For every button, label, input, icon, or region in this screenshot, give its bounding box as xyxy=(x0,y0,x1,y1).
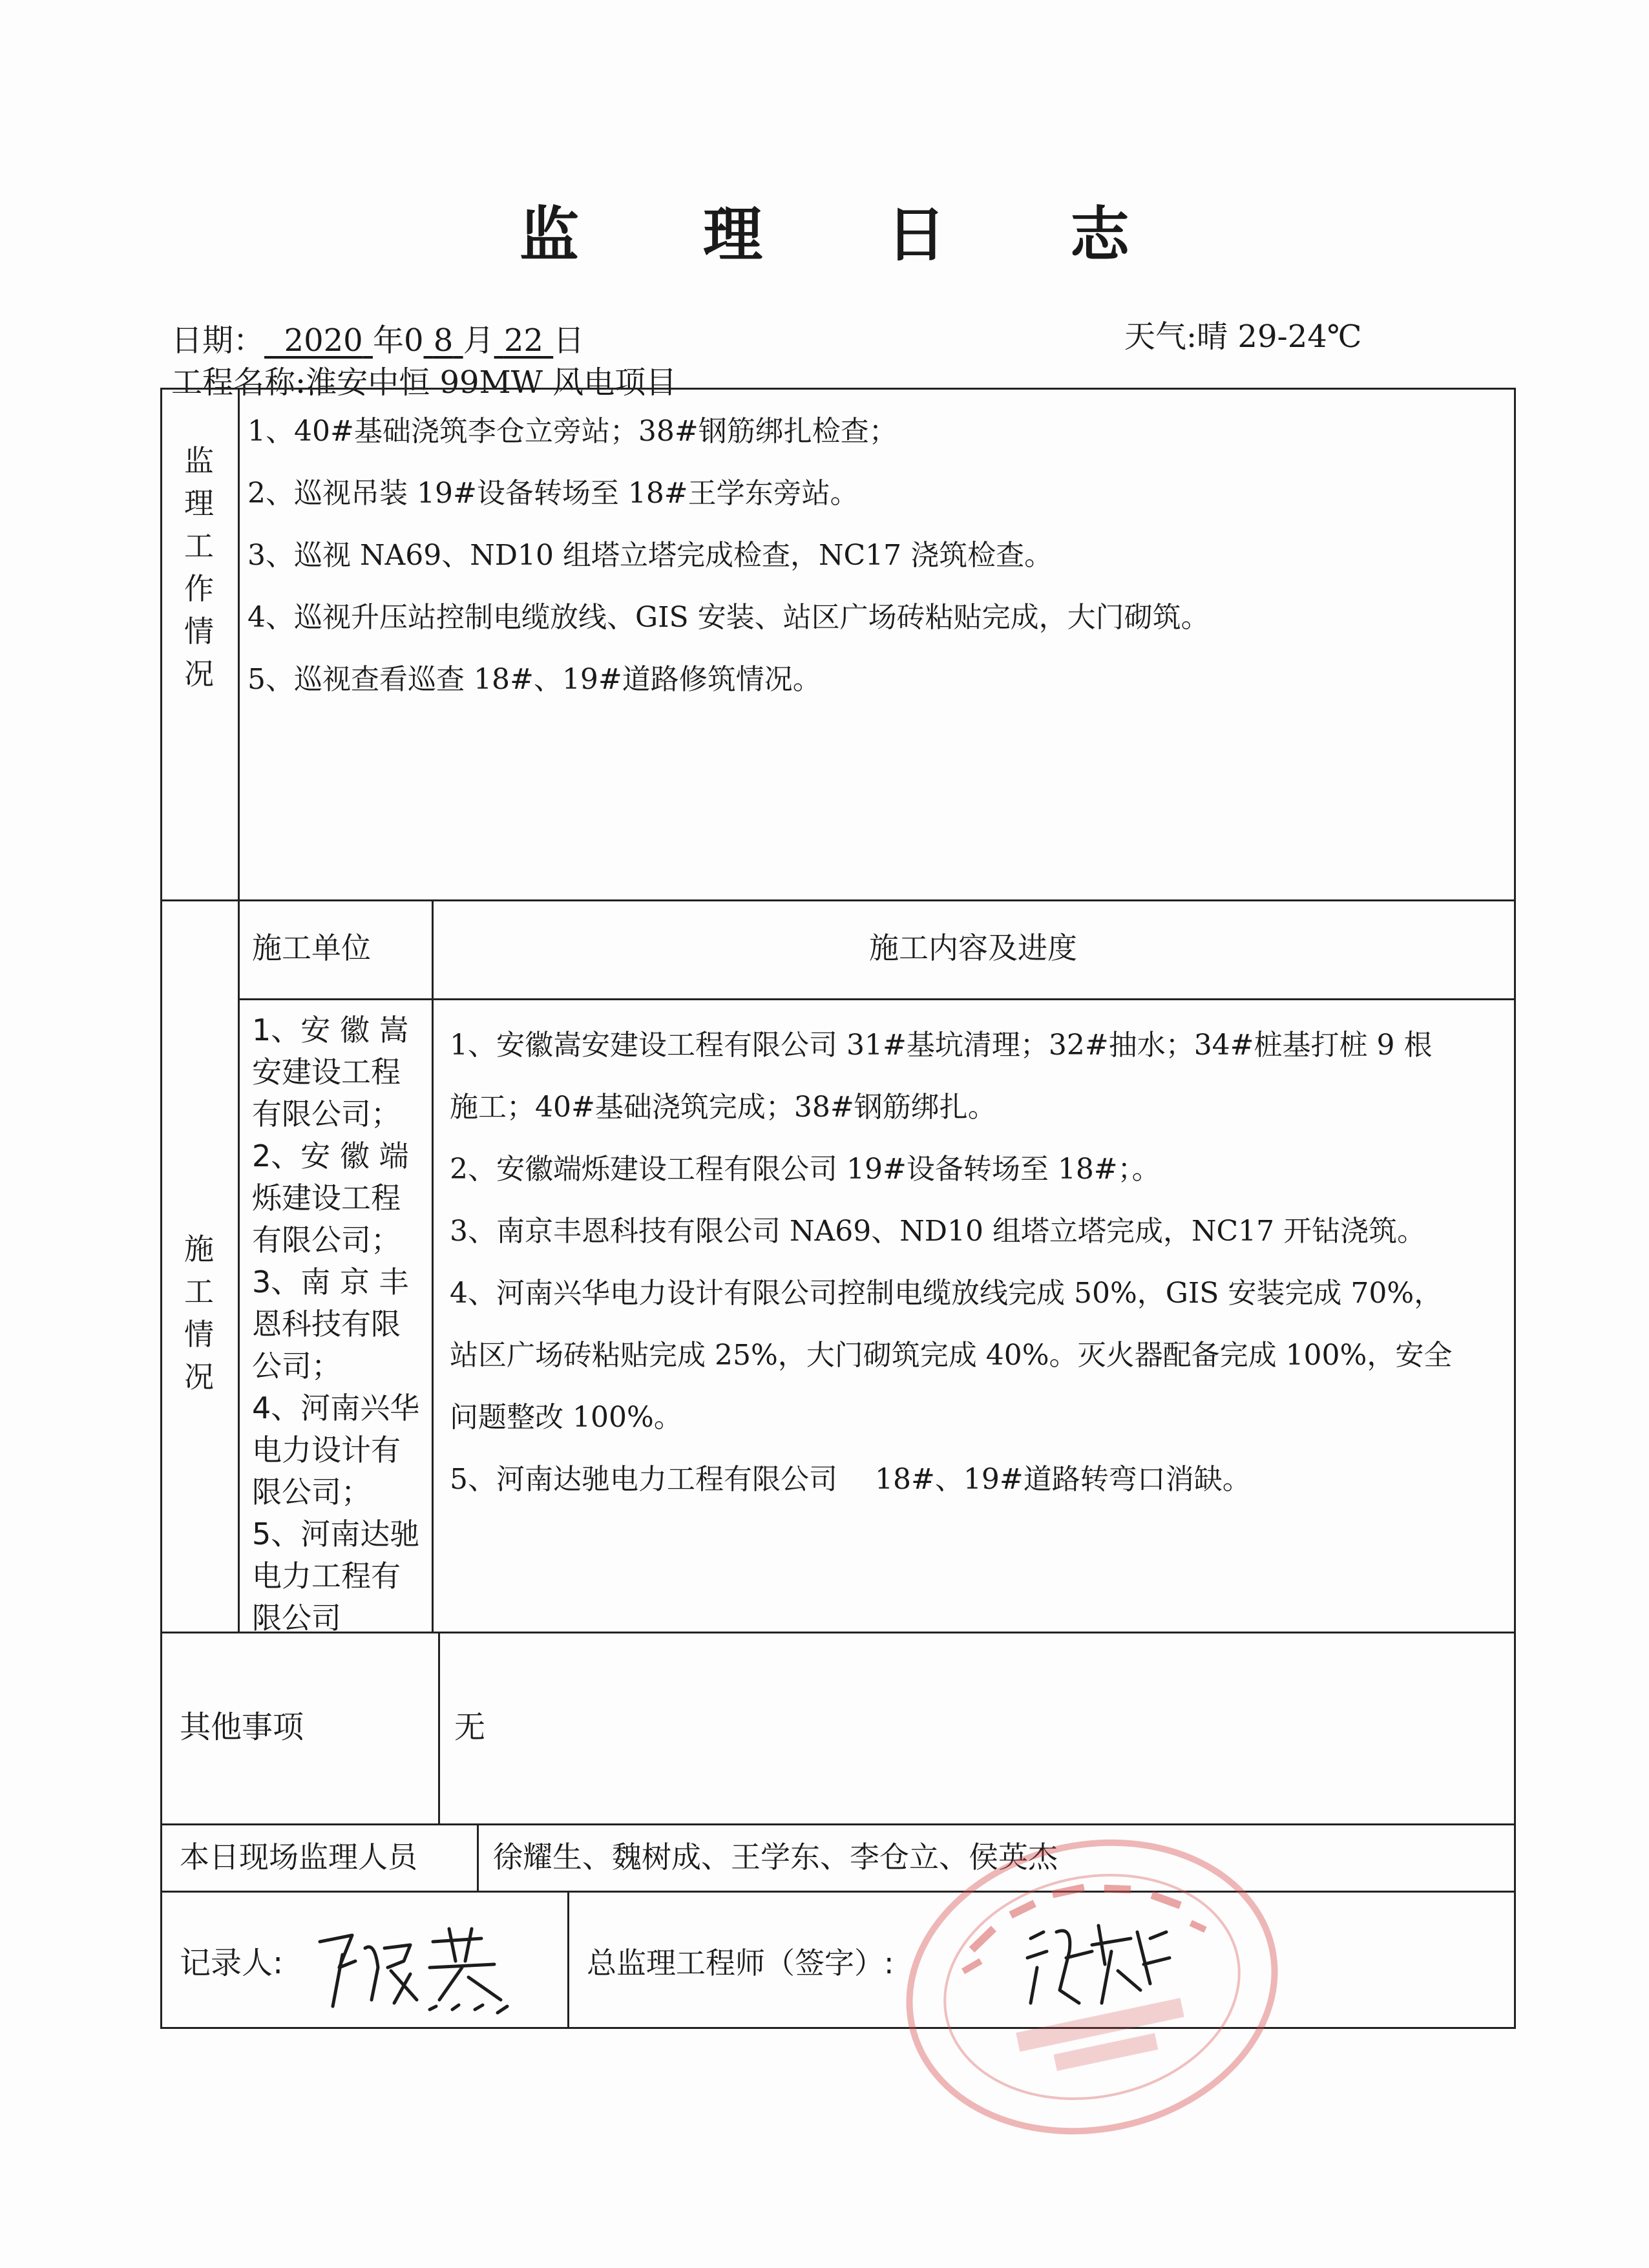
log-table xyxy=(160,388,1516,2029)
divider-construction-header xyxy=(238,998,1516,1000)
table-border-top xyxy=(160,388,1516,390)
divider-staff xyxy=(160,1891,1516,1893)
list-item: 限公司 xyxy=(252,1601,341,1635)
list-item: 2、安徽端烁建设工程有限公司 19#设备转场至 18#；。 xyxy=(450,1153,1161,1186)
unit-column-header: 施工单位 xyxy=(252,930,371,965)
day-unit: 日 xyxy=(553,322,585,359)
recorder-signature xyxy=(313,1922,527,2019)
list-item: 问题整改 100%。 xyxy=(450,1401,682,1434)
list-item: 烁建设工程 xyxy=(252,1181,401,1215)
list-item: 站区广场砖粘贴完成 25%，大门砌筑完成 40%。灭火器配备完成 100%，安全 xyxy=(450,1339,1453,1372)
unit-list xyxy=(252,1009,426,1639)
project-label: 工程名称: xyxy=(171,364,306,401)
list-item: 电力工程有 xyxy=(252,1559,401,1593)
month-prefix: 0 xyxy=(403,322,424,359)
list-item: 安建设工程 xyxy=(252,1055,401,1089)
list-item: 公司； xyxy=(252,1349,341,1383)
divider-supervision xyxy=(160,899,1516,901)
list-item: 1、安 徽 嵩 xyxy=(252,1013,409,1047)
list-item: 4、巡视升压站控制电缆放线、GIS 安装、站区广场砖粘贴完成，大门砌筑。 xyxy=(247,601,1210,634)
list-item: 4、河南兴华 xyxy=(252,1391,420,1425)
table-border-left xyxy=(160,388,162,2029)
divider-other xyxy=(160,1823,1516,1825)
list-item: 4、河南兴华电力设计有限公司控制电缆放线完成 50%，GIS 安装完成 70%， xyxy=(450,1277,1443,1310)
table-border-bottom xyxy=(160,2027,1516,2029)
signoff-col xyxy=(567,1891,569,2029)
staff-value: 徐耀生、魏树成、王学东、李仓立、侯英杰 xyxy=(493,1840,1058,1874)
project-name: 淮安中恒 99MW 风电项目 xyxy=(306,364,677,401)
list-item: 5、河南达驰 xyxy=(252,1517,420,1551)
staff-label: 本日现场监理人员 xyxy=(180,1840,417,1874)
page-title: 监 理 日 志 xyxy=(519,200,1182,269)
list-item: 2、安 徽 端 xyxy=(252,1139,409,1173)
list-item: 施工；40#基础浇筑完成；38#钢筋绑扎。 xyxy=(450,1091,996,1124)
other-label: 其他事项 xyxy=(180,1709,304,1745)
other-col xyxy=(438,1632,440,1823)
date-year: 2020 xyxy=(284,322,363,359)
list-item: 1、40#基础浇筑李仓立旁站；38#钢筋绑扎检查； xyxy=(247,415,898,448)
supervision-items xyxy=(247,401,1501,711)
list-item: 恩科技有限 xyxy=(252,1307,401,1341)
progress-list xyxy=(450,1014,1503,1511)
chief-signature xyxy=(1021,1913,1176,2016)
date-line xyxy=(171,315,584,360)
chief-label: 总监理工程师（签字）: xyxy=(587,1946,894,1980)
year-unit: 年 xyxy=(372,322,404,359)
construction-unit-col xyxy=(432,899,434,1632)
list-item: 限公司； xyxy=(252,1475,371,1509)
supervision-label-col xyxy=(238,388,240,899)
list-item: 2、巡视吊装 19#设备转场至 18#王学东旁站。 xyxy=(247,477,859,510)
list-item: 3、巡视 NA69、ND10 组塔立塔完成检查，NC17 浇筑检查。 xyxy=(247,539,1053,572)
list-item: 有限公司； xyxy=(252,1097,401,1131)
list-item: 5、巡视查看巡查 18#、19#道路修筑情况。 xyxy=(247,663,821,696)
staff-col xyxy=(477,1823,479,1891)
content-column-header: 施工内容及进度 xyxy=(869,930,1077,965)
list-item: 电力设计有 xyxy=(252,1433,401,1467)
date-label: 日期： xyxy=(171,322,265,359)
list-item: 1、安徽嵩安建设工程有限公司 31#基坑清理；32#抽水；34#桩基打桩 9 根 xyxy=(450,1029,1433,1062)
date-month: 8 xyxy=(433,322,454,359)
supervision-label: 监 理 工 作 情 况 xyxy=(184,443,214,691)
list-item: 3、南 京 丰 xyxy=(252,1265,409,1299)
other-value: 无 xyxy=(454,1709,486,1745)
construction-label: 施 工 情 况 xyxy=(184,1232,214,1394)
list-item: 5、河南达驰电力工程有限公司 18#、19#道路转弯口消缺。 xyxy=(450,1463,1251,1496)
date-day: 22 xyxy=(503,322,543,359)
list-item: 有限公司； xyxy=(252,1223,401,1257)
list-item: 3、南京丰恩科技有限公司 NA69、ND10 组塔立塔完成，NC17 开钻浇筑。 xyxy=(450,1215,1426,1248)
table-border-right xyxy=(1514,388,1516,2029)
month-unit: 月 xyxy=(463,322,494,359)
construction-label-col xyxy=(238,899,240,1632)
weather: 天气:晴 29-24℃ xyxy=(1124,319,1362,355)
recorder-label: 记录人: xyxy=(180,1945,284,1981)
